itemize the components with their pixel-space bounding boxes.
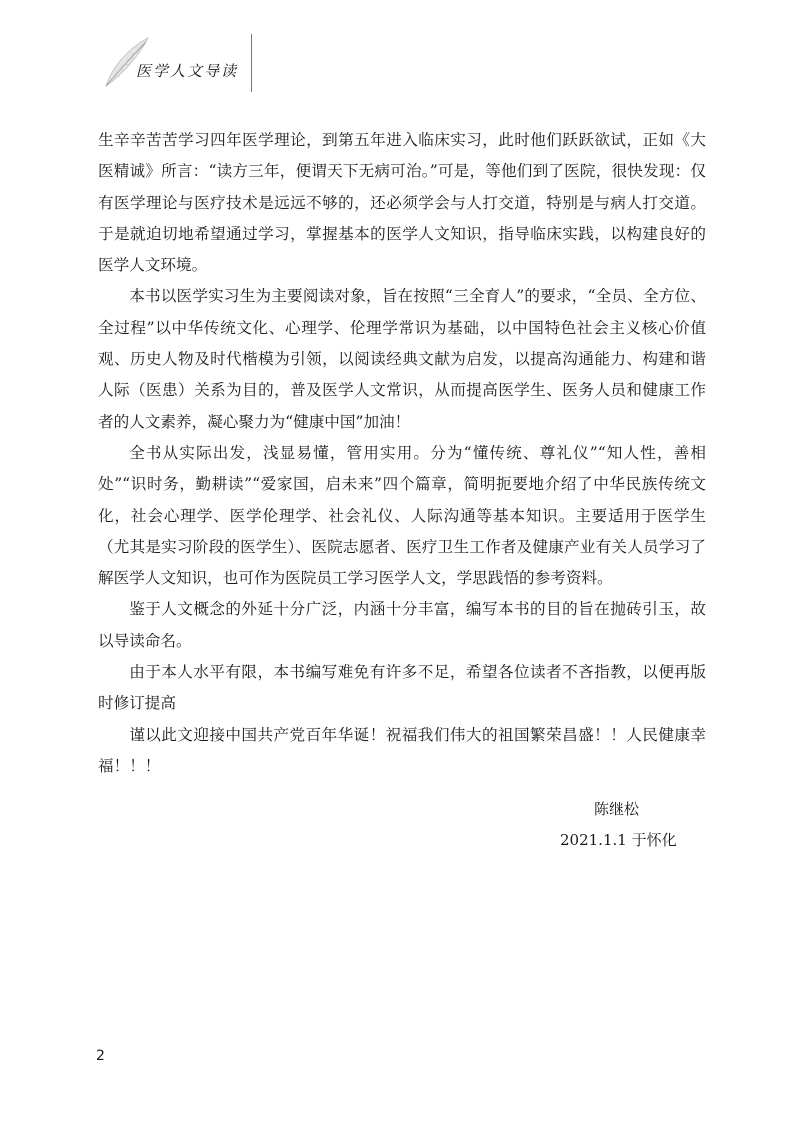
signature-block (560, 794, 677, 856)
header-divider (251, 34, 252, 92)
paragraph: 由于本人水平有限，本书编写难免有许多不足，希望各位读者不吝指教，以便再版时修订提高 (98, 663, 706, 713)
body-text (98, 125, 706, 782)
signature-date-place: 2021.1.1 于怀化 (560, 831, 677, 849)
author-name: 陈继松 (594, 800, 640, 818)
paragraph: 本书以医学实习生为主要阅读对象，旨在按照“三全育人”的要求，“全员、全方位、全过程”以中华传统文化、心理学、伦理学常识为基础，以中国特色社会主义核心价值观、历史人物及时代楷模为引领，以阅读经典文献为启发，以提高沟通能力、构建和谐人际（医患）关系为目的，普及医学人文常识，从而提高医学生、医务人员和健康工作者的人文素养，凝心聚力为“健康中国”加油！ (98, 287, 706, 431)
running-title: 医学人文导读 (136, 62, 239, 80)
page-header (98, 34, 258, 94)
paragraph: 生辛辛苦苦学习四年医学理论，到第五年进入临床实习，此时他们跃跃欲试，正如《大医精诚》所言：“读方三年，便谓天下无病可治。”可是，等他们到了医院，很快发现：仅有医学理论与医疗技术是远远不够的，还必须学会与人打交道，特别是与病人打交道。于是就迫切地希望通过学习，掌握基本的医学人文知识，指导临床实践，以构建良好的医学人文环境。 (98, 131, 706, 275)
paragraph: 鉴于人文概念的外延十分广泛，内涵十分丰富，编写本书的目的旨在抛砖引玉，故以导读命名。 (98, 600, 706, 650)
page-number: 2 (96, 1048, 105, 1064)
paragraph: 全书从实际出发，浅显易懂，管用实用。分为“懂传统、尊礼仪”“知人性，善相处”“识时务，勤耕读”“爱家国，启未来”四个篇章，简明扼要地介绍了中华民族传统文化，社会心理学、医学伦理学、社会礼仪、人际沟通等基本知识。主要适用于医学生（尤其是实习阶段的医学生）、医院志愿者、医疗卫生工作者及健康产业有关人员学习了解医学人文知识，也可作为医院员工学习医学人文，学思践悟的参考资料。 (98, 443, 706, 588)
paragraph: 谨以此文迎接中国共产党百年华诞！祝福我们伟大的祖国繁荣昌盛！！人民健康幸福！！！ (98, 725, 706, 775)
